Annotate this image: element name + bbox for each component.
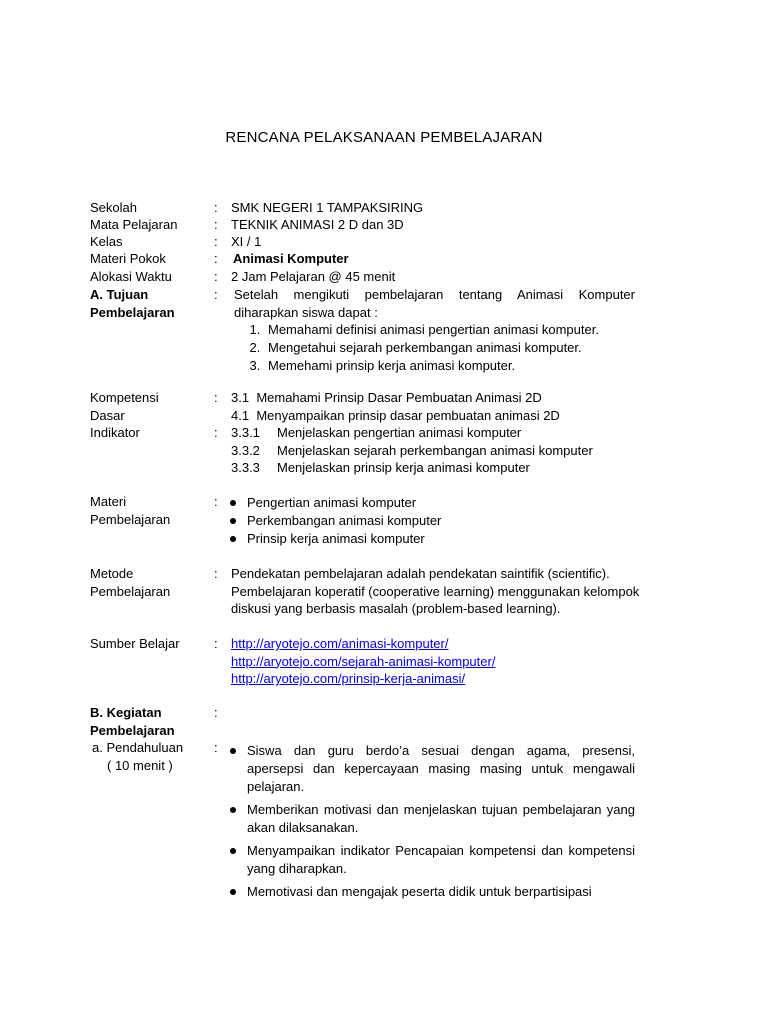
item-number: 3.3.2 [231, 442, 260, 458]
field-value: XI / 1 [231, 234, 262, 249]
list-item [230, 742, 635, 796]
section-label [90, 286, 210, 321]
item-text: Prinsip kerja animasi komputer [247, 531, 425, 546]
bullet-icon [230, 807, 236, 813]
indikator-item [231, 442, 635, 460]
item-text: Memahami Prinsip Dasar Pembuatan Animasi 2D [256, 390, 542, 405]
colon: : [214, 217, 218, 232]
label-line: Kompetensi [90, 390, 159, 405]
document-title: RENCANA PELAKSANAAN PEMBELAJARAN [225, 129, 543, 146]
colon: : [214, 740, 218, 755]
colon: : [214, 251, 218, 266]
colon: : [214, 390, 218, 405]
colon: : [214, 494, 218, 509]
section-value [234, 286, 635, 375]
list-item: 3. Memehami prinsip kerja animasi komputer. [264, 357, 635, 375]
item-number: 4.1 [231, 407, 250, 423]
label-line: Metode [90, 566, 134, 581]
item-text: Siswa dan guru berdo’a sesuai dengan agama, presensi, apersepsi dan kepercayaan masing masing untuk mengawali pelajaran. [247, 743, 635, 794]
section-value [231, 424, 635, 477]
section-value [231, 389, 635, 424]
field-value: 2 Jam Pelajaran @ 45 menit [231, 269, 396, 284]
item-text: Memberikan motivasi dan menjelaskan tujuan pembelajaran yang akan dilaksanakan. [247, 802, 635, 835]
field-label: Alokasi Waktu [90, 269, 172, 284]
section-value [231, 635, 635, 688]
source-link[interactable]: http://aryotejo.com/animasi-komputer/ [231, 636, 449, 651]
item-number: 3.3.1 [231, 425, 260, 440]
item-text: Pengertian animasi komputer [247, 495, 417, 510]
colon: : [214, 425, 218, 440]
field-label: Sekolah [90, 200, 137, 215]
materi-list [230, 494, 634, 548]
field-label: Mata Pelajaran [90, 217, 178, 232]
item-number: 3.3.3 [231, 460, 260, 475]
label-line: Pembelajaran [90, 722, 175, 738]
field-value: SMK NEGERI 1 TAMPAKSIRING [231, 200, 424, 215]
colon: : [214, 200, 218, 215]
kegiatan-list [230, 742, 635, 901]
metode-text: Pendekatan pembelajaran adalah pendekatan saintifik (scientific). Pembelajaran koperatif (cooperative learning) menggunakan kelompok diskusi yang berbasis masalah (problem-based learning). [231, 566, 640, 616]
label-line: a. Pendahuluan [92, 740, 184, 755]
label-line: Dasar [90, 407, 125, 423]
list-item [230, 512, 634, 530]
item-text: Menyampaikan indikator Pencapaian kompetensi dan kompetensi yang diharapkan. [247, 843, 635, 876]
tujuan-list [234, 321, 635, 375]
section-label: Sumber Belajar [90, 636, 180, 651]
list-item [230, 801, 635, 837]
label-line: A. Tujuan [90, 287, 149, 302]
bullet-icon [230, 518, 236, 524]
field-label: Materi Pokok [90, 251, 166, 266]
section-value [230, 742, 635, 906]
colon: : [214, 566, 218, 581]
tujuan-intro: Setelah mengikuti pembelajaran tentang Animasi Komputer diharapkan siswa dapat : [234, 287, 635, 320]
list-item [230, 530, 634, 548]
section-label [90, 389, 210, 424]
section-label [90, 739, 210, 774]
colon: : [214, 636, 218, 651]
list-item [230, 883, 635, 901]
section-label: Indikator [90, 425, 140, 440]
bullet-icon [230, 536, 236, 542]
label-line: ( 10 menit ) [107, 757, 173, 773]
section-label [90, 704, 210, 739]
indikator-item [231, 424, 635, 442]
item-text: Menjelaskan pengertian animasi komputer [277, 425, 522, 440]
field-value: Animasi Komputer [233, 251, 349, 266]
label-line: Pembelajaran [90, 304, 175, 320]
kompetensi-item [231, 407, 635, 425]
colon: : [214, 234, 218, 249]
bullet-icon [230, 748, 236, 754]
list-item: 2. Mengetahui sejarah perkembangan animasi komputer. [264, 339, 635, 357]
item-number: 3.1 [231, 390, 250, 405]
item-text: Perkembangan animasi komputer [247, 513, 442, 528]
bullet-icon [230, 848, 236, 854]
kompetensi-item [231, 389, 635, 407]
colon: : [214, 705, 218, 720]
label-line: Pembelajaran [90, 511, 171, 527]
label-line: B. Kegiatan [90, 705, 162, 720]
item-text: Memotivasi dan mengajak peserta didik untuk berpartisipasi [247, 884, 592, 899]
section-label [90, 493, 210, 528]
source-link[interactable]: http://aryotejo.com/prinsip-kerja-animasi/ [231, 671, 466, 686]
list-item [230, 842, 635, 878]
label-line: Materi [90, 494, 127, 509]
list-item: 1. Memahami definisi animasi pengertian animasi komputer. [264, 321, 635, 339]
item-text: Menjelaskan sejarah perkembangan animasi komputer [277, 442, 593, 458]
colon: : [214, 269, 218, 284]
field-value: TEKNIK ANIMASI 2 D dan 3D [231, 217, 404, 232]
bullet-icon [230, 500, 236, 506]
item-text: Menyampaikan prinsip dasar pembuatan animasi 2D [256, 407, 560, 423]
field-label: Kelas [90, 234, 123, 249]
item-text: Menjelaskan prinsip kerja animasi komputer [277, 460, 530, 475]
indikator-item [231, 459, 635, 477]
section-label [90, 565, 210, 600]
source-link[interactable]: http://aryotejo.com/sejarah-animasi-komputer/ [231, 653, 496, 669]
section-value [230, 494, 634, 548]
label-line: Pembelajaran [90, 583, 171, 599]
bullet-icon [230, 889, 236, 895]
colon: : [214, 287, 218, 302]
list-item [230, 494, 634, 512]
